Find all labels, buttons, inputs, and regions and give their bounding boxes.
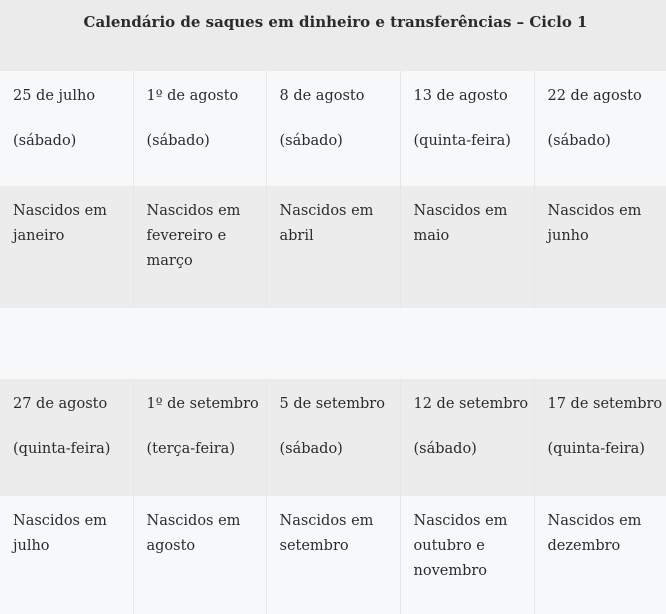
group-cell [266,496,400,614]
group-text: Nascidos em janeiro [13,203,107,244]
date-text: 1º de agosto [146,87,239,104]
date-text: 5 de setembro [279,396,385,412]
weekday-text: (terça-feira) [146,441,235,457]
weekday-text: (sábado) [146,132,210,149]
weekday-text: (sábado) [279,132,343,149]
date-row [0,379,666,496]
date-text: 22 de agosto [547,87,642,104]
title-row [0,0,666,70]
group-cell [133,186,266,308]
group-cell [0,496,133,614]
weekday-text: (quinta-feira) [13,441,111,457]
date-row [0,70,666,186]
date-text: 13 de agosto [413,87,508,104]
group-cell [534,186,666,308]
weekday-text: (quinta-feira) [413,132,511,149]
group-text: Nascidos em julho [13,513,107,554]
group-text: Nascidos em outubro e novembro [413,513,508,579]
date-cell [534,70,666,186]
date-text: 12 de setembro [413,396,529,412]
weekday-text: (sábado) [547,132,611,149]
group-cell [534,496,666,614]
date-cell [400,70,534,186]
date-cell [266,379,400,496]
date-cell [0,379,133,496]
date-text: 17 de setembro [547,396,663,412]
group-cell [400,496,534,614]
group-cell [266,186,400,308]
spacer-row [0,308,666,379]
group-text: Nascidos em fevereiro e março [146,203,241,269]
weekday-text: (sábado) [279,441,343,457]
table-title: Calendário de saques em dinheiro e transferências – Ciclo 1 [0,0,666,70]
group-text: Nascidos em agosto [146,513,241,554]
spacer-cell [0,308,666,379]
date-text: 8 de agosto [279,87,365,104]
date-cell [0,70,133,186]
group-text: Nascidos em junho [547,203,642,244]
weekday-text: (quinta-feira) [547,441,645,457]
date-text: 27 de agosto [13,396,108,412]
group-row [0,186,666,308]
group-cell [0,186,133,308]
group-cell [133,496,266,614]
group-cell [400,186,534,308]
date-text: 1º de setembro [146,396,259,412]
date-cell [534,379,666,496]
date-cell [133,379,266,496]
group-text: Nascidos em setembro [279,513,374,554]
weekday-text: (sábado) [13,132,77,149]
group-row [0,496,666,614]
date-cell [266,70,400,186]
date-cell [400,379,534,496]
weekday-text: (sábado) [413,441,477,457]
date-text: 25 de julho [13,87,96,104]
group-text: Nascidos em abril [279,203,374,244]
group-text: Nascidos em maio [413,203,508,244]
group-text: Nascidos em dezembro [547,513,642,554]
date-cell [133,70,266,186]
